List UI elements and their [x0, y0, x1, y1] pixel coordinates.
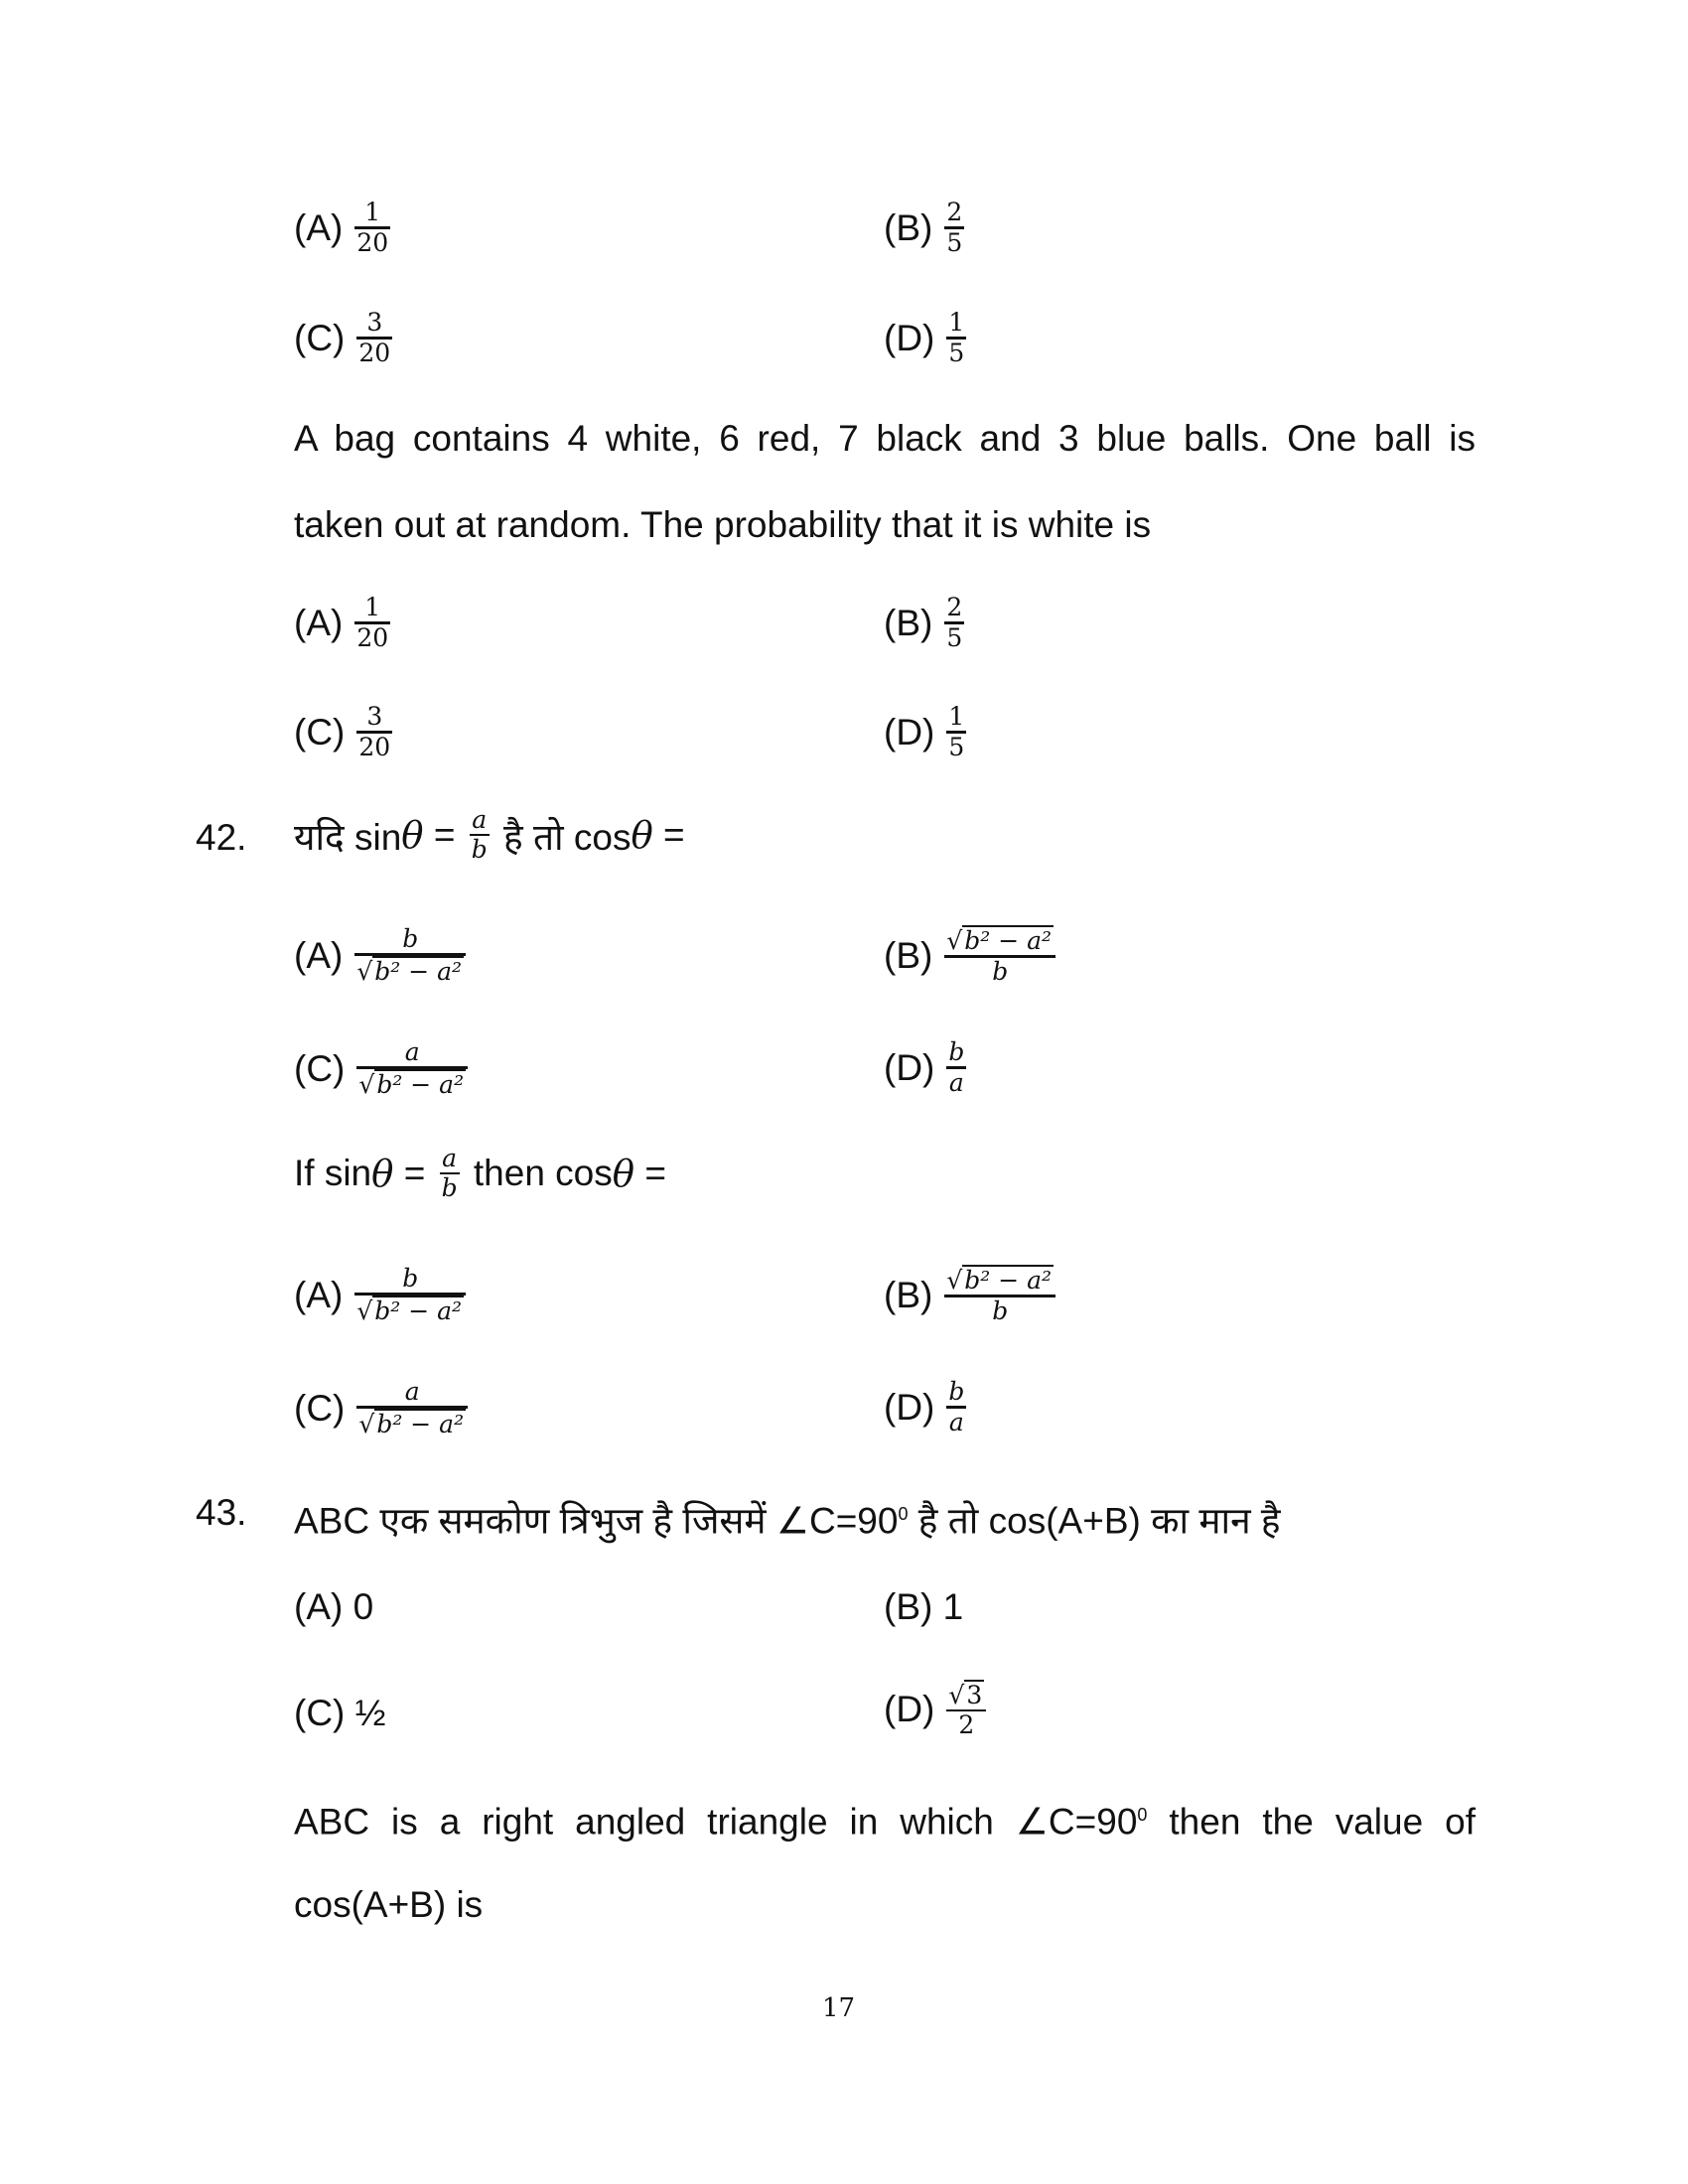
option-label: (D)	[884, 1386, 935, 1428]
q41-option-b	[884, 594, 968, 652]
q43-en-line2: cos(A+B) is	[294, 1884, 484, 1925]
fraction	[946, 1680, 986, 1739]
q42-hi-stem	[294, 806, 685, 864]
q43-option-a	[294, 1585, 373, 1629]
degree-superscript: 0	[1137, 1805, 1148, 1825]
numerator: b	[402, 1264, 419, 1293]
denominator-sqrt	[354, 956, 466, 986]
sqrt-icon: √	[946, 1266, 963, 1295]
option-label: (A)	[294, 602, 344, 643]
numerator: 3	[366, 308, 383, 337]
option-value: 0	[352, 1586, 374, 1627]
theta-symbol: θ	[401, 813, 424, 857]
radicand: b² − a²	[376, 1410, 465, 1438]
sqrt-icon: √	[946, 926, 963, 955]
q42-en-option-b	[884, 1265, 1059, 1325]
option-label: (A)	[294, 1586, 344, 1627]
numerator-sqrt	[944, 1265, 1055, 1295]
fraction	[354, 594, 390, 652]
option-label: (D)	[884, 1689, 935, 1729]
denominator-sqrt	[356, 1069, 468, 1099]
numerator: a	[404, 1377, 420, 1406]
denominator: 5	[946, 623, 963, 652]
option-label: (C)	[294, 711, 346, 752]
theta-symbol: θ	[371, 1152, 394, 1195]
option-label: (C)	[294, 1387, 346, 1429]
denominator: a	[948, 1408, 964, 1436]
option-label: (C)	[294, 1047, 346, 1089]
option-label: (D)	[884, 711, 935, 752]
q41-en-line2: taken out at random. The probability that it is white is	[294, 504, 1152, 545]
q43-en-line1	[294, 1793, 1476, 1843]
option-label: (A)	[294, 1274, 344, 1315]
fraction	[946, 1038, 966, 1097]
sqrt-icon: √	[948, 1681, 965, 1709]
numerator: 1	[364, 198, 381, 226]
option-label: (B)	[884, 602, 933, 643]
option-label: (D)	[884, 1046, 935, 1088]
numerator: b	[402, 924, 419, 953]
denominator: 2	[958, 1710, 975, 1739]
stem-text: ABC is a right angled triangle in which ∠C=90	[294, 1801, 1138, 1843]
denominator: 5	[948, 339, 965, 367]
denominator: b	[992, 957, 1009, 986]
theta-symbol: θ	[631, 813, 653, 857]
denominator-sqrt	[354, 1296, 466, 1325]
option-label: (C)	[294, 317, 346, 358]
stem-text: है तो cos	[492, 816, 632, 858]
equals: =	[652, 814, 685, 855]
option-a	[294, 199, 394, 257]
fraction	[356, 1038, 468, 1099]
option-value: ½	[354, 1693, 386, 1733]
option-c	[294, 309, 396, 367]
numerator: 1	[364, 593, 381, 621]
fraction	[356, 309, 392, 367]
q42-en-stem	[294, 1145, 666, 1202]
radicand: b² − a²	[376, 1070, 465, 1099]
q42-hi-option-b	[884, 925, 1059, 986]
q41-option-a	[294, 594, 394, 652]
fraction	[944, 594, 964, 652]
degree-superscript: 0	[898, 1504, 909, 1524]
fraction	[944, 199, 964, 257]
q43-option-d	[884, 1680, 990, 1739]
q42-en-option-d	[884, 1378, 970, 1436]
equals: =	[423, 814, 466, 855]
equals: =	[634, 1153, 666, 1193]
denominator: b	[471, 835, 488, 864]
page-number: 17	[822, 1993, 856, 2023]
denominator-sqrt	[356, 1409, 468, 1438]
q43-hi-stem	[294, 1492, 1281, 1543]
numerator: b	[948, 1377, 965, 1406]
question-number-43: 43.	[196, 1492, 247, 1533]
numerator: 2	[946, 198, 963, 226]
sqrt-icon: √	[358, 1410, 375, 1438]
fraction	[946, 1378, 966, 1436]
fraction	[354, 1265, 466, 1325]
option-label: (C)	[294, 1693, 346, 1733]
numerator: b	[948, 1037, 965, 1066]
numerator: a	[404, 1037, 420, 1066]
fraction	[356, 1378, 468, 1438]
stem-text: then the value of	[1147, 1801, 1476, 1843]
fraction	[944, 1265, 1055, 1325]
option-label: (A)	[294, 934, 344, 976]
denominator: 5	[946, 228, 963, 257]
fraction	[944, 925, 1055, 986]
fraction	[354, 925, 466, 986]
stem-text: है तो cos(A+B) का मान है	[908, 1500, 1281, 1542]
fraction	[946, 703, 966, 761]
denominator: 5	[948, 733, 965, 761]
denominator: b	[441, 1173, 458, 1202]
fraction	[946, 309, 966, 367]
numerator: 1	[948, 702, 965, 731]
radicand: b² − a²	[374, 957, 463, 986]
option-b	[884, 199, 968, 257]
option-value: 1	[942, 1586, 964, 1627]
question-number-42: 42.	[196, 817, 247, 858]
sqrt-icon: √	[358, 1070, 375, 1099]
theta-symbol: θ	[612, 1152, 635, 1195]
q42-en-option-a	[294, 1265, 470, 1325]
numerator-sqrt	[946, 1680, 986, 1709]
denominator: a	[948, 1068, 964, 1097]
stem-text: then cos	[463, 1153, 613, 1193]
q42-hi-option-d	[884, 1038, 970, 1097]
denominator: 20	[358, 339, 391, 367]
stem-text: ABC एक समकोण त्रिभुज है जिसमें ∠C=90	[294, 1500, 899, 1542]
numerator: 3	[366, 702, 383, 731]
option-label: (A)	[294, 206, 344, 248]
denominator: b	[992, 1297, 1009, 1325]
q41-en-line1: A bag contains 4 white, 6 red, 7 black and 3 blue balls. One ball is	[294, 418, 1476, 459]
option-label: (B)	[884, 206, 933, 248]
denominator: 20	[356, 623, 389, 652]
stem-text: यदि sin	[294, 816, 402, 858]
stem-text: If sin	[294, 1153, 372, 1193]
option-label: (B)	[884, 1586, 933, 1627]
numerator-sqrt	[944, 925, 1055, 955]
sqrt-icon: √	[356, 957, 373, 986]
sqrt-icon: √	[356, 1297, 373, 1325]
q43-option-b	[884, 1585, 963, 1629]
radicand: b² − a²	[964, 1266, 1053, 1295]
fraction	[470, 806, 490, 864]
numerator: a	[472, 805, 488, 834]
fraction	[440, 1145, 460, 1202]
option-d	[884, 309, 970, 367]
fraction	[356, 703, 392, 761]
option-label: (B)	[884, 934, 933, 976]
option-label: (D)	[884, 317, 935, 358]
option-label: (B)	[884, 1274, 933, 1315]
numerator: 1	[948, 308, 965, 337]
radicand: 3	[966, 1681, 983, 1709]
q42-en-option-c	[294, 1378, 472, 1438]
fraction	[354, 199, 390, 257]
numerator: a	[442, 1144, 458, 1172]
q42-hi-option-a	[294, 925, 470, 986]
radicand: b² − a²	[964, 926, 1053, 955]
q43-option-c	[294, 1692, 386, 1735]
radicand: b² − a²	[374, 1297, 463, 1325]
q41-option-c	[294, 703, 396, 761]
q41-option-d	[884, 703, 970, 761]
numerator: 2	[946, 593, 963, 621]
equals: =	[393, 1153, 436, 1193]
q42-hi-option-c	[294, 1038, 472, 1099]
denominator: 20	[358, 733, 391, 761]
denominator: 20	[356, 228, 389, 257]
